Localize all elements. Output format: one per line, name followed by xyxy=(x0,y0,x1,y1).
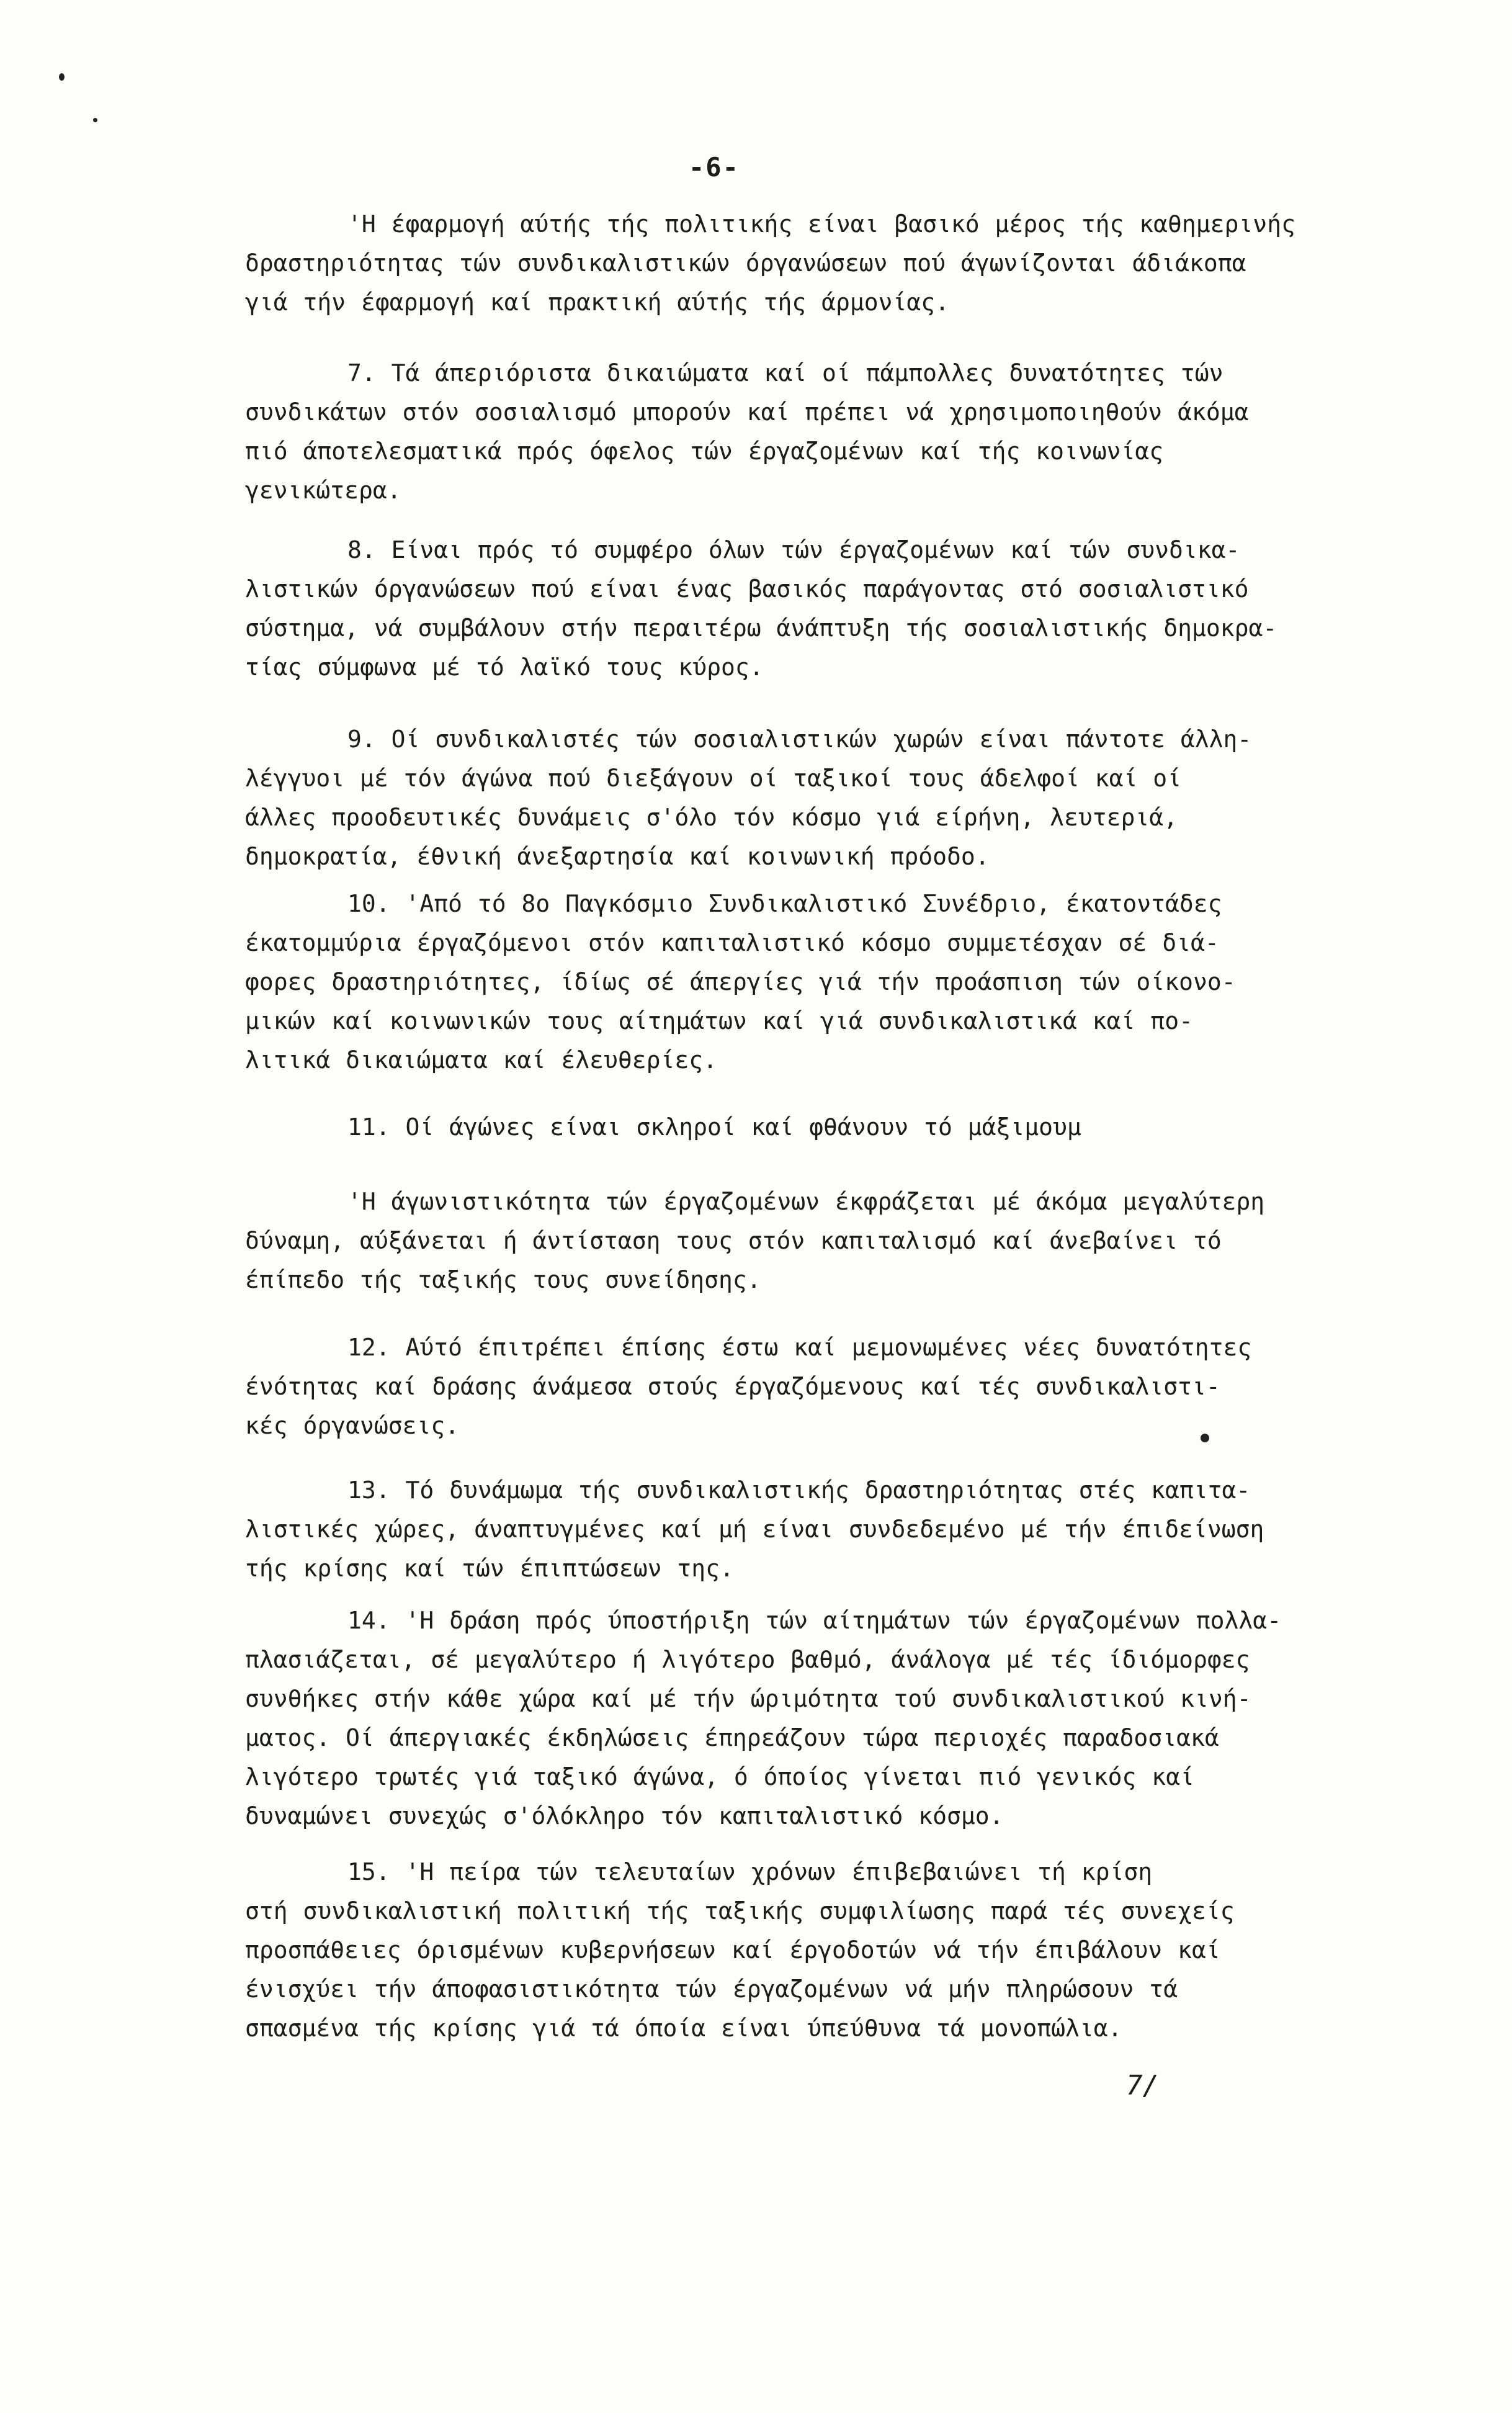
text-line: λιστικών όργανώσεων πού είναι ένας βασικός παράγοντας στό σοσιαλιστικό xyxy=(245,575,1249,603)
text-line: κές όργανώσεις. xyxy=(245,1412,460,1439)
text-line: 'Η έφαρμογή αύτής τής πολιτικής είναι βασικό μέρος τής καθημερινής xyxy=(347,210,1295,238)
scan-mark xyxy=(59,73,65,81)
text-line: 14. 'Η δράση πρός ύποστήριξη τών αίτημάτων τών έργαζομένων πολλα- xyxy=(347,1607,1282,1634)
scan-mark xyxy=(93,118,97,122)
text-line: 12. Αύτό έπιτρέπει έπίσης έστω καί μεμονωμένες νέες δυνατότητες xyxy=(347,1334,1252,1361)
text-line: μικών καί κοινωνικών τους αίτημάτων καί γιά συνδικαλιστικά καί πο- xyxy=(245,1007,1193,1035)
text-line: στή συνδικαλιστική πολιτική τής ταξικής συμφιλίωσης παρά τές συνεχείς xyxy=(245,1897,1235,1925)
text-line: τίας σύμφωνα μέ τό λαϊκό τους κύρος. xyxy=(245,654,764,681)
text-line: τής κρίσης καί τών έπιπτώσεων της. xyxy=(245,1555,734,1582)
text-line: δυναμώνει συνεχώς σ'όλόκληρο τόν καπιταλιστικό κόσμο. xyxy=(245,1802,1004,1830)
text-line: πλασιάζεται, σέ μεγαλύτερο ή λιγότερο βαθμό, άνάλογα μέ τές ίδιόμορφες xyxy=(245,1646,1250,1673)
text-line: ένισχύει τήν άποφασιστικότητα τών έργαζομένων νά μήν πληρώσουν τά xyxy=(245,1975,1178,2003)
paragraph-11b xyxy=(245,1182,1362,1300)
paragraph-13 xyxy=(245,1471,1362,1588)
paragraph-10 xyxy=(245,884,1362,1080)
paragraph-11 xyxy=(245,1108,1362,1147)
paragraph-intro xyxy=(245,205,1362,322)
paragraph-15 xyxy=(245,1853,1362,2048)
text-line: γιά τήν έφαρμογή καί πρακτική αύτής τής άρμονίας. xyxy=(245,289,950,316)
paragraph-12 xyxy=(245,1328,1362,1445)
text-line: 15. 'Η πείρα τών τελευταίων χρόνων έπιβεβαιώνει τή κρίση xyxy=(347,1858,1153,1885)
text-line: συνθήκες στήν κάθε χώρα καί μέ τήν ώριμότητα τού συνδικαλιστικού κινή- xyxy=(245,1685,1251,1712)
text-line: λέγγυοι μέ τόν άγώνα πού διεξάγουν οί ταξικοί τους άδελφοί καί οί xyxy=(245,765,1182,792)
text-line: 8. Είναι πρός τό συμφέρο όλων τών έργαζομένων καί τών συνδικα- xyxy=(347,536,1240,564)
text-line: σύστημα, νά συμβάλουν στήν περαιτέρω άνάπτυξη τής σοσιαλιστικής δημοκρα- xyxy=(245,614,1277,642)
text-line: δύναμη, αύξάνεται ή άντίσταση τους στόν καπιταλισμό καί άνεβαίνει τό xyxy=(245,1227,1222,1254)
text-line: 9. Οί συνδικαλιστές τών σοσιαλιστικών χωρών είναι πάντοτε άλλη- xyxy=(347,726,1252,753)
text-line: γενικώτερα. xyxy=(245,477,401,504)
text-line: λιστικές χώρες, άναπτυγμένες καί μή είναι συνδεδεμένο μέ τήν έπιδείνωση xyxy=(245,1516,1264,1543)
text-line: άλλες προοδευτικές δυνάμεις σ'όλο τόν κόσμο γιά είρήνη, λευτεριά, xyxy=(245,804,1178,831)
text-line: δραστηριότητας τών συνδικαλιστικών όργανώσεων πού άγωνίζονται άδιάκοπα xyxy=(245,249,1246,277)
text-line: έκατομμύρια έργαζόμενοι στόν καπιταλιστικό κόσμο συμμετέσχαν σέ διά- xyxy=(245,929,1219,956)
text-line: 7. Τά άπεριόριστα δικαιώματα καί οί πάμπολλες δυνατότητες τών xyxy=(347,359,1223,387)
text-line: φορες δραστηριότητες, ίδίως σέ άπεργίες γιά τήν προάσπιση τών οίκονο- xyxy=(245,968,1236,995)
text-line: ένότητας καί δράσης άνάμεσα στούς έργαζόμενους καί τές συνδικαλιστι- xyxy=(245,1373,1220,1400)
page-number: -6- xyxy=(689,152,740,182)
text-line: σπασμένα τής κρίσης γιά τά όποία είναι ύπεύθυνα τά μονοπώλια. xyxy=(245,2015,1122,2042)
paragraph-7 xyxy=(245,354,1362,510)
text-line: 13. Τό δυνάμωμα τής συνδικαλιστικής δραστηριότητας στές καπιτα- xyxy=(347,1476,1251,1504)
text-line: πιό άποτελεσματικά πρός όφελος τών έργαζομένων καί τής κοινωνίας xyxy=(245,438,1164,465)
text-line: 11. Οί άγώνες είναι σκληροί καί φθάνουν τό μάξιμουμ xyxy=(347,1113,1081,1141)
paragraph-14 xyxy=(245,1601,1362,1836)
next-page-reference: 7/ xyxy=(1126,2070,1159,2101)
text-line: λιτικά δικαιώματα καί έλευθερίες. xyxy=(245,1046,717,1074)
text-line: δημοκρατία, έθνική άνεξαρτησία καί κοινωνική πρόοδο. xyxy=(245,843,990,870)
text-line: προσπάθειες όρισμένων κυβερνήσεων καί έργοδοτών νά τήν έπιβάλουν καί xyxy=(245,1936,1220,1964)
text-line: 10. 'Από τό 8ο Παγκόσμιο Συνδικαλιστικό Συνέδριο, έκατοντάδες xyxy=(347,890,1222,917)
text-line: λιγότερο τρωτές γιά ταξικό άγώνα, ό όποίος γίνεται πιό γενικός καί xyxy=(245,1763,1194,1791)
paragraph-9 xyxy=(245,720,1362,876)
paragraph-8 xyxy=(245,531,1362,687)
text-line: συνδικάτων στόν σοσιαλισμό μπορούν καί πρέπει νά χρησιμοποιηθούν άκόμα xyxy=(245,398,1249,426)
text-line: 'Η άγωνιστικότητα τών έργαζομένων έκφράζεται μέ άκόμα μεγαλύτερη xyxy=(347,1188,1265,1215)
text-line: ματος. Οί άπεργιακές έκδηλώσεις έπηρεάζουν τώρα περιοχές παραδοσιακά xyxy=(245,1724,1219,1751)
text-line: έπίπεδο τής ταξικής τους συνείδησης. xyxy=(245,1266,761,1293)
